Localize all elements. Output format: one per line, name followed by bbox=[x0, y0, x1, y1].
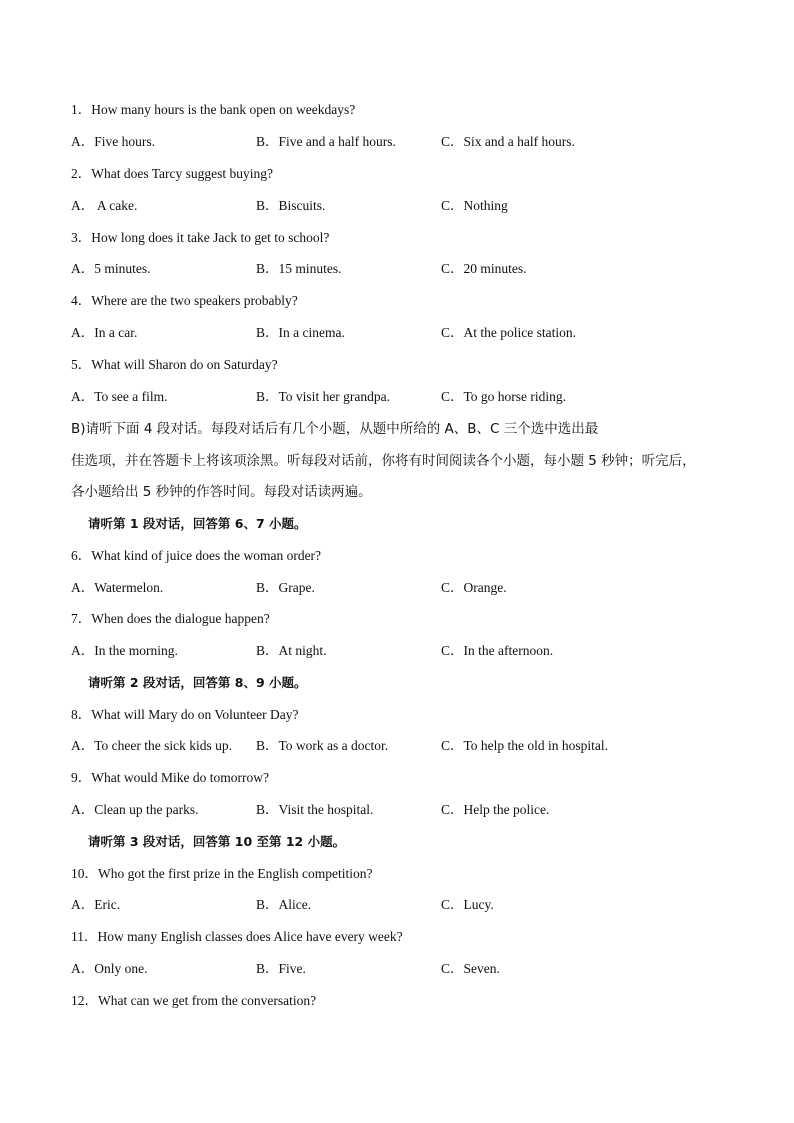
q11-option-b: B．Five. bbox=[256, 961, 306, 976]
q4-option-a: A．In a car. bbox=[71, 325, 138, 340]
q11-option-c: C．Seven. bbox=[441, 961, 500, 976]
q1-option-b: B．Five and a half hours. bbox=[256, 134, 396, 149]
question-6: 6．What kind of juice does the woman order? bbox=[71, 548, 322, 563]
q10-option-c: C．Lucy. bbox=[441, 897, 494, 912]
q1-option-a: A．Five hours. bbox=[71, 134, 155, 149]
section-b-instructions-line-3: 各小题给出 5 秒钟的作答时间。每段对话读两遍。 bbox=[71, 484, 372, 500]
q2-option-a: A． A cake. bbox=[71, 198, 138, 213]
q6-option-b: B．Grape. bbox=[256, 580, 315, 595]
question-10: 10．Who got the first prize in the English competition? bbox=[71, 866, 373, 881]
q8-option-a: A．To cheer the sick kids up. bbox=[71, 738, 233, 753]
dialogue-2-heading: 请听第 2 段对话，回答第 8、9 小题。 bbox=[88, 675, 307, 690]
q9-option-b: B．Visit the hospital. bbox=[256, 802, 374, 817]
q9-option-a: A．Clean up the parks. bbox=[71, 802, 199, 817]
section-b-instructions-line-2: 佳选项，并在答题卡上将该项涂黑。听每段对话前，你将有时间阅读各个小题，每小题 5 秒钟；听完后， bbox=[71, 453, 696, 469]
q3-option-c: C．20 minutes. bbox=[441, 261, 527, 276]
q5-option-a: A．To see a film. bbox=[71, 389, 168, 404]
q9-option-c: C．Help the police. bbox=[441, 802, 550, 817]
q4-option-b: B．In a cinema. bbox=[256, 325, 345, 340]
q3-option-b: B．15 minutes. bbox=[256, 261, 342, 276]
question-8: 8．What will Mary do on Volunteer Day? bbox=[71, 707, 299, 722]
q7-option-a: A．In the morning. bbox=[71, 643, 178, 658]
q6-option-c: C．Orange. bbox=[441, 580, 507, 595]
question-7: 7．When does the dialogue happen? bbox=[71, 611, 270, 626]
q5-option-c: C．To go horse riding. bbox=[441, 389, 567, 404]
dialogue-1-heading: 请听第 1 段对话，回答第 6、7 小题。 bbox=[88, 516, 307, 531]
q10-option-a: A．Eric. bbox=[71, 897, 121, 912]
q4-option-c: C．At the police station. bbox=[441, 325, 576, 340]
q7-option-b: B．At night. bbox=[256, 643, 327, 658]
question-1: 1．How many hours is the bank open on weekdays? bbox=[71, 102, 356, 117]
q3-option-a: A．5 minutes. bbox=[71, 261, 151, 276]
q11-option-a: A．Only one. bbox=[71, 961, 148, 976]
q7-option-c: C．In the afternoon. bbox=[441, 643, 554, 658]
section-b-instructions-line-1: B)请听下面 4 段对话。每段对话后有几个小题，从题中所给的 A、B、C 三个选中选出最 bbox=[71, 421, 599, 437]
q1-option-c: C．Six and a half hours. bbox=[441, 134, 575, 149]
q2-option-b: B．Biscuits. bbox=[256, 198, 326, 213]
q6-option-a: A．Watermelon. bbox=[71, 580, 164, 595]
question-11: 11．How many English classes does Alice have every week? bbox=[71, 929, 403, 944]
question-2: 2．What does Tarcy suggest buying? bbox=[71, 166, 274, 181]
q2-option-c: C．Nothing bbox=[441, 198, 508, 213]
q10-option-b: B．Alice. bbox=[256, 897, 312, 912]
q5-option-b: B．To visit her grandpa. bbox=[256, 389, 391, 404]
question-5: 5．What will Sharon do on Saturday? bbox=[71, 357, 278, 372]
question-9: 9．What would Mike do tomorrow? bbox=[71, 770, 269, 785]
q8-option-b: B．To work as a doctor. bbox=[256, 738, 389, 753]
question-4: 4．Where are the two speakers probably? bbox=[71, 293, 298, 308]
dialogue-3-heading: 请听第 3 段对话，回答第 10 至第 12 小题。 bbox=[88, 834, 346, 849]
question-3: 3．How long does it take Jack to get to school? bbox=[71, 230, 330, 245]
q8-option-c: C．To help the old in hospital. bbox=[441, 738, 609, 753]
question-12: 12．What can we get from the conversation? bbox=[71, 993, 317, 1008]
